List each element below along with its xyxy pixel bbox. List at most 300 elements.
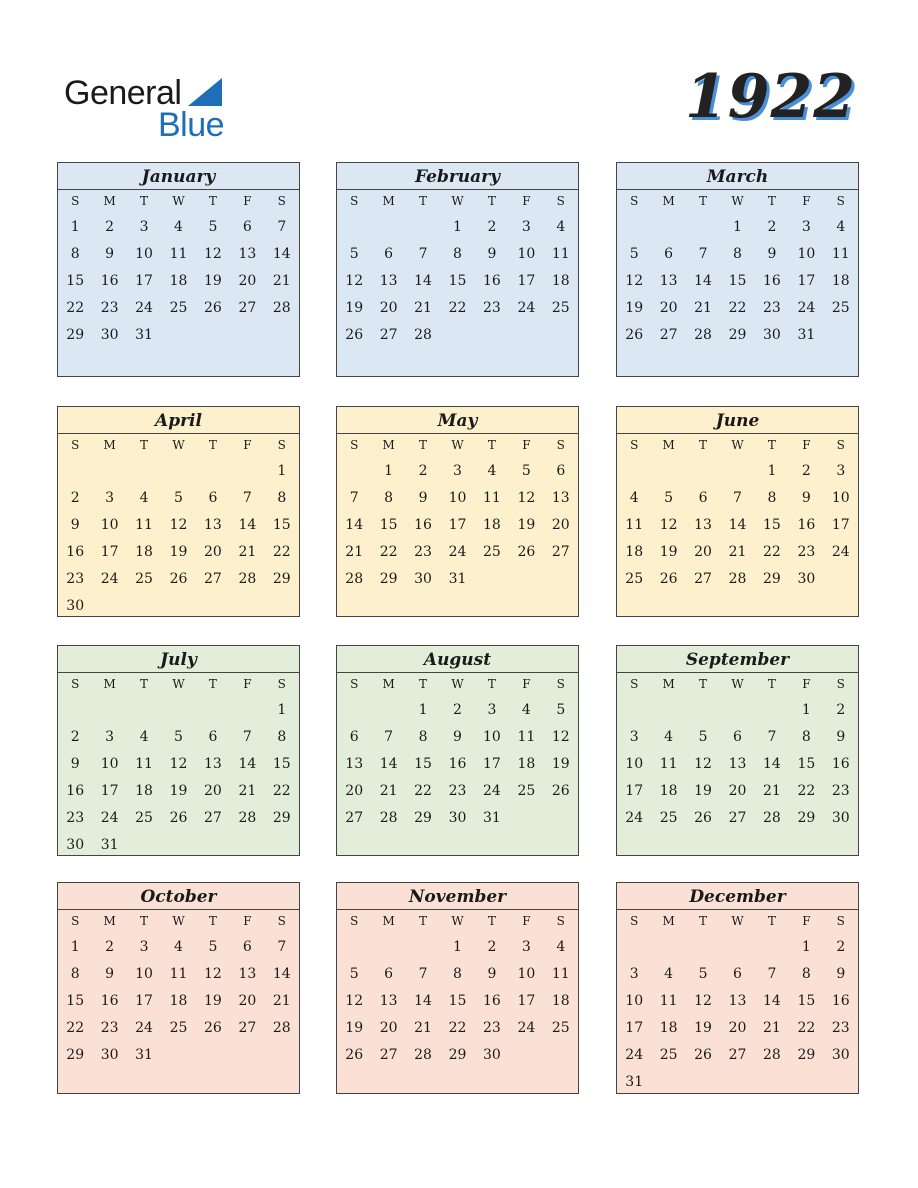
day-cell: 6 xyxy=(384,965,394,982)
day-cell: 2 xyxy=(836,701,846,718)
day-cell: 1 xyxy=(384,462,394,479)
day-cell: 3 xyxy=(487,701,497,718)
day-cell: 30 xyxy=(414,570,432,587)
day-cell: 19 xyxy=(694,1019,712,1036)
weekday-label: S xyxy=(71,914,80,928)
day-cell: 17 xyxy=(100,543,119,560)
day-cell: 19 xyxy=(517,516,536,533)
day-cell: 7 xyxy=(767,728,777,745)
weekday-label: S xyxy=(277,194,286,208)
day-cell: 20 xyxy=(379,299,398,316)
month-title: October xyxy=(58,883,299,910)
day-cell: 6 xyxy=(349,728,359,745)
day-cell: 23 xyxy=(66,570,85,587)
day-cell: 9 xyxy=(487,965,497,982)
days-grid xyxy=(617,212,858,348)
day-cell: 5 xyxy=(208,218,218,235)
day-cell: 27 xyxy=(551,543,570,560)
day-cell: 26 xyxy=(659,570,678,587)
day-cell: 3 xyxy=(801,218,811,235)
day-cell: 19 xyxy=(551,755,570,772)
day-cell: 22 xyxy=(797,782,816,799)
day-cell: 16 xyxy=(414,516,432,533)
weekday-label: M xyxy=(662,194,675,208)
day-cell: 21 xyxy=(379,782,398,799)
day-cell: 15 xyxy=(448,992,467,1009)
day-cell: 18 xyxy=(517,755,536,772)
day-cell: 6 xyxy=(384,245,394,262)
day-cell: 12 xyxy=(517,489,536,506)
day-cell: 5 xyxy=(698,965,708,982)
weekday-label: T xyxy=(419,914,428,928)
weekday-label: M xyxy=(662,914,675,928)
weekday-label: T xyxy=(767,438,776,452)
weekday-label: S xyxy=(556,438,565,452)
day-cell: 12 xyxy=(625,272,644,289)
day-cell: 22 xyxy=(379,543,398,560)
day-cell: 29 xyxy=(448,1046,467,1063)
day-cell: 10 xyxy=(831,489,850,506)
weekday-label: S xyxy=(350,677,359,691)
day-cell: 24 xyxy=(797,299,816,316)
day-cell: 2 xyxy=(418,462,428,479)
day-cell: 10 xyxy=(517,965,536,982)
weekday-label: F xyxy=(243,438,252,452)
day-cell: 17 xyxy=(100,782,119,799)
day-cell: 17 xyxy=(135,992,153,1009)
day-cell: 22 xyxy=(448,1019,467,1036)
day-cell: 11 xyxy=(551,965,570,982)
weekday-label: F xyxy=(802,438,811,452)
day-cell: 6 xyxy=(208,489,218,506)
month-november xyxy=(336,882,579,1094)
day-cell: 6 xyxy=(556,462,566,479)
day-cell: 19 xyxy=(345,299,364,316)
day-cell: 26 xyxy=(204,1019,222,1036)
day-cell: 11 xyxy=(135,516,153,533)
day-cell: 29 xyxy=(272,809,291,826)
weekday-label: F xyxy=(243,677,252,691)
day-cell: 17 xyxy=(448,516,467,533)
day-cell: 16 xyxy=(483,272,501,289)
day-cell: 16 xyxy=(100,272,119,289)
weekday-label: S xyxy=(71,438,80,452)
day-cell: 9 xyxy=(105,965,115,982)
day-cell: 30 xyxy=(831,1046,850,1063)
day-cell: 15 xyxy=(66,272,85,289)
day-cell: 11 xyxy=(483,489,501,506)
days-grid xyxy=(337,695,578,831)
day-cell: 24 xyxy=(517,299,536,316)
day-cell: 28 xyxy=(763,1046,781,1063)
weekday-label: M xyxy=(382,194,395,208)
day-cell: 31 xyxy=(135,1046,153,1063)
weekday-label: T xyxy=(208,677,217,691)
day-cell: 14 xyxy=(694,272,712,289)
day-cell: 28 xyxy=(379,809,398,826)
day-cell: 11 xyxy=(659,755,678,772)
day-cell: 5 xyxy=(174,489,183,506)
weekday-header xyxy=(337,190,578,212)
weekday-label: W xyxy=(172,194,185,208)
weekday-label: W xyxy=(731,438,744,452)
day-cell: 30 xyxy=(100,326,119,343)
day-cell: 8 xyxy=(733,245,742,262)
weekday-label: F xyxy=(522,914,531,928)
day-cell: 5 xyxy=(664,489,674,506)
day-cell: 24 xyxy=(517,1019,536,1036)
weekday-label: S xyxy=(630,194,639,208)
day-cell: 4 xyxy=(521,701,531,718)
day-cell: 7 xyxy=(418,245,428,262)
day-cell: 11 xyxy=(169,245,188,262)
month-december xyxy=(616,882,859,1094)
day-cell: 9 xyxy=(70,516,80,533)
day-cell: 22 xyxy=(797,1019,816,1036)
day-cell: 4 xyxy=(139,489,149,506)
day-cell: 12 xyxy=(204,245,222,262)
month-title: February xyxy=(337,163,578,190)
day-cell: 16 xyxy=(797,516,816,533)
day-cell: 12 xyxy=(345,992,364,1009)
day-cell: 12 xyxy=(345,272,364,289)
day-cell: 31 xyxy=(448,570,467,587)
day-cell: 28 xyxy=(272,299,291,316)
day-cell: 3 xyxy=(139,938,149,955)
day-cell: 9 xyxy=(767,245,777,262)
day-cell: 16 xyxy=(763,272,781,289)
day-cell: 4 xyxy=(487,462,497,479)
day-cell: 30 xyxy=(763,326,781,343)
day-cell: 21 xyxy=(272,992,291,1009)
day-cell: 13 xyxy=(204,516,222,533)
day-cell: 10 xyxy=(625,992,644,1009)
day-cell: 26 xyxy=(694,1046,712,1063)
day-cell: 27 xyxy=(238,1019,257,1036)
day-cell: 14 xyxy=(379,755,398,772)
day-cell: 26 xyxy=(625,326,644,343)
month-title: September xyxy=(617,646,858,673)
weekday-label: T xyxy=(208,438,217,452)
day-cell: 16 xyxy=(448,755,467,772)
weekday-label: F xyxy=(522,438,531,452)
day-cell: 25 xyxy=(483,543,501,560)
day-cell: 23 xyxy=(414,543,432,560)
day-cell: 30 xyxy=(483,1046,501,1063)
day-cell: 18 xyxy=(831,272,850,289)
day-cell: 15 xyxy=(763,516,781,533)
day-cell: 6 xyxy=(208,728,218,745)
day-cell: 21 xyxy=(763,782,781,799)
weekday-label: M xyxy=(662,677,675,691)
day-cell: 2 xyxy=(801,462,811,479)
day-cell: 7 xyxy=(242,728,252,745)
day-cell: 9 xyxy=(418,489,428,506)
logo-text-blue: Blue xyxy=(158,106,225,144)
day-cell: 17 xyxy=(517,272,536,289)
weekday-label: T xyxy=(419,438,428,452)
day-cell: 27 xyxy=(345,809,364,826)
day-cell: 17 xyxy=(797,272,816,289)
day-cell: 18 xyxy=(169,992,188,1009)
day-cell: 27 xyxy=(728,1046,747,1063)
day-cell: 23 xyxy=(797,543,816,560)
day-cell: 14 xyxy=(238,516,257,533)
day-cell: 10 xyxy=(517,245,536,262)
month-september xyxy=(616,645,859,856)
weekday-label: T xyxy=(208,914,217,928)
day-cell: 23 xyxy=(100,299,119,316)
month-june xyxy=(616,406,859,617)
day-cell: 10 xyxy=(448,489,467,506)
day-cell: 30 xyxy=(66,597,85,614)
day-cell: 28 xyxy=(238,570,257,587)
weekday-label: S xyxy=(350,438,359,452)
weekday-label: T xyxy=(487,677,496,691)
days-grid xyxy=(337,456,578,592)
day-cell: 6 xyxy=(242,218,252,235)
day-cell: 28 xyxy=(414,1046,432,1063)
day-cell: 13 xyxy=(659,272,678,289)
day-cell: 15 xyxy=(414,755,432,772)
day-cell: 8 xyxy=(277,728,287,745)
day-cell: 18 xyxy=(135,782,153,799)
day-cell: 29 xyxy=(763,570,781,587)
day-cell: 31 xyxy=(625,1073,644,1090)
day-cell: 20 xyxy=(345,782,364,799)
day-cell: 8 xyxy=(384,489,394,506)
day-cell: 13 xyxy=(379,992,398,1009)
day-cell: 25 xyxy=(831,299,850,316)
weekday-label: S xyxy=(71,677,80,691)
day-cell: 26 xyxy=(169,809,188,826)
day-cell: 26 xyxy=(345,1046,364,1063)
day-cell: 3 xyxy=(105,489,115,506)
month-title: May xyxy=(337,407,578,434)
weekday-label: F xyxy=(802,677,811,691)
day-cell: 21 xyxy=(728,543,747,560)
weekday-label: T xyxy=(699,914,708,928)
days-grid xyxy=(617,456,858,592)
day-cell: 25 xyxy=(625,570,644,587)
day-cell: 4 xyxy=(556,938,566,955)
day-cell: 7 xyxy=(418,965,428,982)
day-cell: 4 xyxy=(629,489,639,506)
day-cell: 9 xyxy=(453,728,462,745)
weekday-label: M xyxy=(382,438,395,452)
day-cell: 6 xyxy=(733,965,742,982)
day-cell: 20 xyxy=(659,299,678,316)
day-cell: 24 xyxy=(100,809,119,826)
day-cell: 18 xyxy=(659,1019,678,1036)
weekday-label: M xyxy=(103,194,116,208)
day-cell: 21 xyxy=(694,299,712,316)
day-cell: 28 xyxy=(728,570,747,587)
weekday-label: S xyxy=(350,194,359,208)
weekday-label: T xyxy=(487,194,496,208)
day-cell: 19 xyxy=(625,299,644,316)
month-title: June xyxy=(617,407,858,434)
weekday-label: M xyxy=(662,438,675,452)
day-cell: 27 xyxy=(204,809,222,826)
day-cell: 9 xyxy=(836,965,846,982)
weekday-header xyxy=(58,190,299,212)
day-cell: 15 xyxy=(379,516,398,533)
day-cell: 1 xyxy=(453,938,462,955)
weekday-label: W xyxy=(451,677,464,691)
calendar-year: 1922 xyxy=(685,62,856,132)
day-cell: 18 xyxy=(483,516,501,533)
weekday-label: S xyxy=(277,914,286,928)
day-cell: 14 xyxy=(345,516,364,533)
day-cell: 20 xyxy=(204,543,222,560)
weekday-label: W xyxy=(172,914,185,928)
day-cell: 12 xyxy=(204,965,222,982)
day-cell: 11 xyxy=(625,516,644,533)
weekday-label: T xyxy=(140,438,149,452)
weekday-label: T xyxy=(487,914,496,928)
weekday-label: T xyxy=(208,194,217,208)
day-cell: 19 xyxy=(659,543,678,560)
day-cell: 1 xyxy=(418,701,428,718)
day-cell: 2 xyxy=(453,701,462,718)
day-cell: 1 xyxy=(277,701,287,718)
day-cell: 26 xyxy=(517,543,536,560)
day-cell: 24 xyxy=(625,1046,644,1063)
day-cell: 31 xyxy=(483,809,501,826)
day-cell: 15 xyxy=(66,992,85,1009)
day-cell: 28 xyxy=(763,809,781,826)
day-cell: 10 xyxy=(797,245,816,262)
day-cell: 14 xyxy=(728,516,747,533)
weekday-label: S xyxy=(277,438,286,452)
day-cell: 18 xyxy=(659,782,678,799)
weekday-label: S xyxy=(630,677,639,691)
day-cell: 20 xyxy=(551,516,570,533)
month-august xyxy=(336,645,579,856)
weekday-label: S xyxy=(277,677,286,691)
day-cell: 31 xyxy=(797,326,816,343)
day-cell: 1 xyxy=(801,701,811,718)
weekday-label: T xyxy=(140,914,149,928)
weekday-label: W xyxy=(731,914,744,928)
day-cell: 20 xyxy=(379,1019,398,1036)
month-title: March xyxy=(617,163,858,190)
day-cell: 19 xyxy=(204,272,222,289)
day-cell: 3 xyxy=(139,218,149,235)
month-february xyxy=(336,162,579,377)
day-cell: 1 xyxy=(767,462,777,479)
day-cell: 18 xyxy=(135,543,153,560)
day-cell: 21 xyxy=(238,543,257,560)
day-cell: 13 xyxy=(551,489,570,506)
day-cell: 8 xyxy=(70,965,80,982)
day-cell: 5 xyxy=(698,728,708,745)
day-cell: 24 xyxy=(483,782,501,799)
day-cell: 15 xyxy=(728,272,747,289)
day-cell: 28 xyxy=(238,809,257,826)
general-blue-logo xyxy=(64,72,234,144)
day-cell: 11 xyxy=(659,992,678,1009)
day-cell: 30 xyxy=(66,836,85,853)
day-cell: 19 xyxy=(345,1019,364,1036)
day-cell: 18 xyxy=(625,543,644,560)
day-cell: 25 xyxy=(135,809,153,826)
weekday-label: S xyxy=(630,438,639,452)
day-cell: 13 xyxy=(694,516,712,533)
day-cell: 4 xyxy=(139,728,149,745)
day-cell: 11 xyxy=(517,728,536,745)
day-cell: 27 xyxy=(659,326,678,343)
logo-text-general: General xyxy=(64,74,182,112)
day-cell: 1 xyxy=(801,938,811,955)
day-cell: 6 xyxy=(733,728,742,745)
day-cell: 1 xyxy=(733,218,742,235)
day-cell: 16 xyxy=(483,992,501,1009)
day-cell: 13 xyxy=(238,245,257,262)
days-grid xyxy=(58,932,299,1068)
month-title: December xyxy=(617,883,858,910)
day-cell: 22 xyxy=(448,299,467,316)
weekday-label: T xyxy=(487,438,496,452)
day-cell: 16 xyxy=(66,782,85,799)
day-cell: 27 xyxy=(694,570,712,587)
day-cell: 14 xyxy=(763,992,781,1009)
day-cell: 29 xyxy=(66,1046,85,1063)
weekday-header xyxy=(58,434,299,456)
day-cell: 25 xyxy=(551,1019,570,1036)
day-cell: 10 xyxy=(135,965,153,982)
day-cell: 30 xyxy=(831,809,850,826)
day-cell: 13 xyxy=(379,272,398,289)
day-cell: 10 xyxy=(625,755,644,772)
day-cell: 7 xyxy=(384,728,394,745)
day-cell: 3 xyxy=(105,728,115,745)
day-cell: 22 xyxy=(272,782,291,799)
day-cell: 22 xyxy=(414,782,432,799)
day-cell: 21 xyxy=(763,1019,781,1036)
day-cell: 15 xyxy=(448,272,467,289)
weekday-label: F xyxy=(522,194,531,208)
weekday-label: T xyxy=(767,194,776,208)
day-cell: 30 xyxy=(100,1046,119,1063)
day-cell: 4 xyxy=(664,965,674,982)
weekday-header xyxy=(337,673,578,695)
day-cell: 2 xyxy=(836,938,846,955)
day-cell: 18 xyxy=(169,272,188,289)
day-cell: 22 xyxy=(66,1019,85,1036)
day-cell: 6 xyxy=(242,938,252,955)
days-grid xyxy=(58,456,299,619)
weekday-label: F xyxy=(522,677,531,691)
day-cell: 24 xyxy=(625,809,644,826)
day-cell: 3 xyxy=(521,218,531,235)
day-cell: 21 xyxy=(345,543,364,560)
day-cell: 22 xyxy=(272,543,291,560)
month-title: April xyxy=(58,407,299,434)
month-title: November xyxy=(337,883,578,910)
weekday-label: W xyxy=(451,914,464,928)
day-cell: 19 xyxy=(169,782,188,799)
day-cell: 20 xyxy=(728,1019,747,1036)
days-grid xyxy=(617,695,858,831)
day-cell: 4 xyxy=(174,938,183,955)
day-cell: 13 xyxy=(204,755,222,772)
day-cell: 3 xyxy=(629,728,639,745)
day-cell: 22 xyxy=(66,299,85,316)
day-cell: 17 xyxy=(831,516,850,533)
logo-triangle-icon xyxy=(188,78,222,106)
